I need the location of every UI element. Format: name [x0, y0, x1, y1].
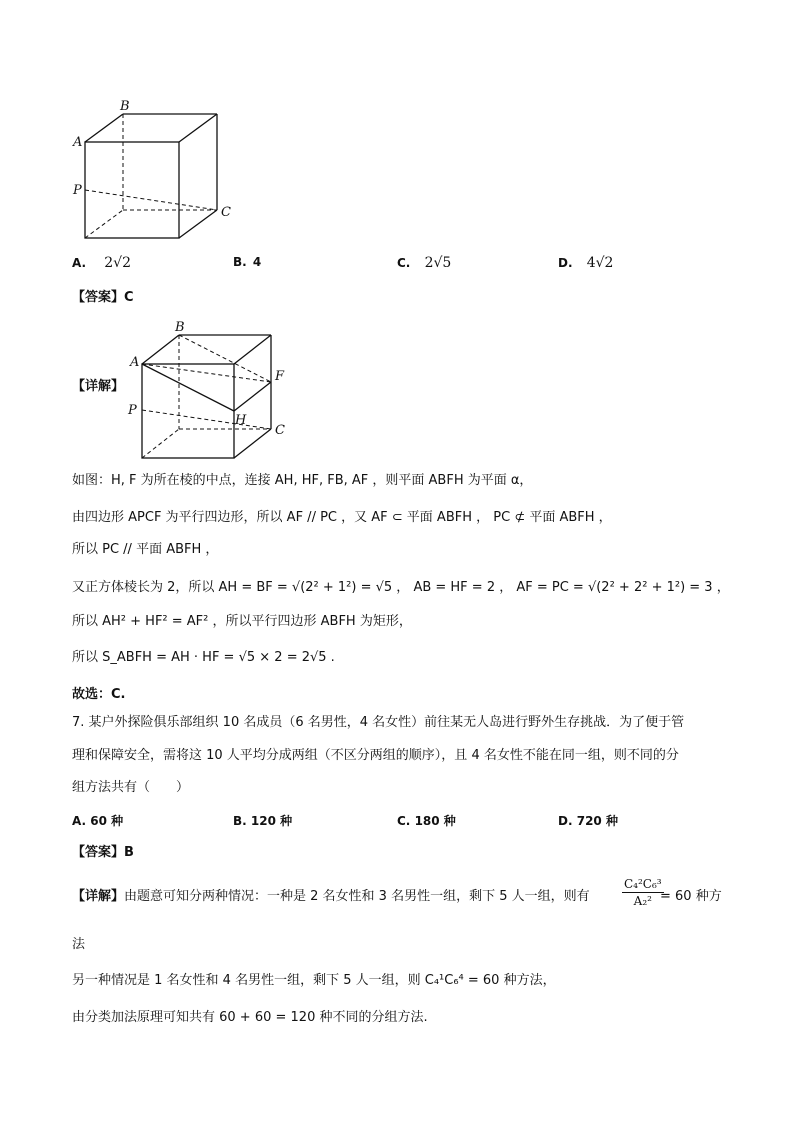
- cube-figure-1: [70, 96, 240, 246]
- q7-fraction: $\frac{\text{C₄²C₆³}}{\text{A₂²}}$: [624, 877, 662, 908]
- label-B: B: [120, 99, 130, 114]
- q6-answer: 【答案】C: [72, 290, 134, 305]
- label-A: A: [73, 135, 83, 150]
- q7-option-d: D. 720 种: [558, 814, 618, 828]
- q6-detail-tag: 【详解】: [72, 379, 125, 394]
- q7-detail-line-1: 【详解】由题意可知分两种情况：一种是 2 名女性和 3 名男性一组，剩下 5 人一组，则有: [72, 889, 590, 904]
- q6-detail-line-2: 由四边形 APCF 为平行四边形，所以 AF // PC ，又 AF ⊂ 平面 ABFH ， PC ⊄ 平面 ABFH ，: [72, 510, 612, 525]
- label-F: F: [275, 369, 285, 384]
- q7-detail-line-3: 由分类加法原理可知共有 60 + 60 = 120 种不同的分组方法.: [72, 1010, 428, 1025]
- q6-detail-line-5: 所以 AH² + HF² = AF² ，所以平行四边形 ABFH 为矩形，: [72, 614, 412, 629]
- cube-figure-2: [125, 318, 295, 466]
- q7-stem-line-1: 7. 某户外探险俱乐部组织 10 名成员（6 名男性，4 名女性）前往某无人岛进行野外生存挑战．为了便于管: [72, 715, 685, 730]
- q6-detail-line-3: 所以 PC // 平面 ABFH ，: [72, 542, 219, 557]
- q6-option-a: A. 2√2: [72, 255, 132, 271]
- label-A: A: [130, 355, 140, 370]
- q6-detail-line-6: 所以 S_ABFH = AH · HF = √5 × 2 = 2√5 .: [72, 650, 335, 665]
- q7-stem-line-2: 理和保障安全，需将这 10 人平均分成两组（不区分两组的顺序），且 4 名女性不能在同一组，则不同的分: [72, 748, 679, 763]
- q6-detail-line-4: 又正方体棱长为 2，所以 AH = BF = √(2² + 1²) = √5 ， AB = HF = 2 ， AF = PC = √(2² + 2² + 1²) = 3 ，: [72, 580, 730, 595]
- q7-option-a: A. 60 种: [72, 814, 124, 828]
- q7-option-b: B. 120 种: [233, 814, 293, 828]
- q7-detail-line-2: 另一种情况是 1 名女性和 4 名男性一组，剩下 5 人一组，则 C₄¹C₆⁴ = 60 种方法，: [72, 973, 556, 988]
- label-H: H: [235, 413, 247, 428]
- q6-detail-line-7: 故选：C.: [72, 687, 126, 702]
- q6-option-c: C. 2√5: [397, 255, 452, 271]
- label-P: P: [128, 403, 137, 418]
- q7-stem-line-3: 组方法共有（ ）: [72, 780, 190, 795]
- q7-option-c: C. 180 种: [397, 814, 456, 828]
- label-C: C: [275, 423, 285, 438]
- label-P: P: [73, 183, 82, 198]
- label-B: B: [175, 320, 185, 335]
- q7-detail-line-1-tail: = 60 种方: [660, 889, 722, 904]
- q6-detail-line-1: 如图：H, F 为所在棱的中点，连接 AH, HF, FB, AF ，则平面 ABFH 为平面 α，: [72, 473, 533, 488]
- label-C: C: [221, 205, 231, 220]
- q7-answer: 【答案】B: [72, 845, 134, 860]
- q6-option-b: B. 4: [233, 255, 262, 269]
- q6-option-d: D. 4√2: [558, 255, 614, 271]
- q7-detail-wrap: 法: [72, 937, 86, 952]
